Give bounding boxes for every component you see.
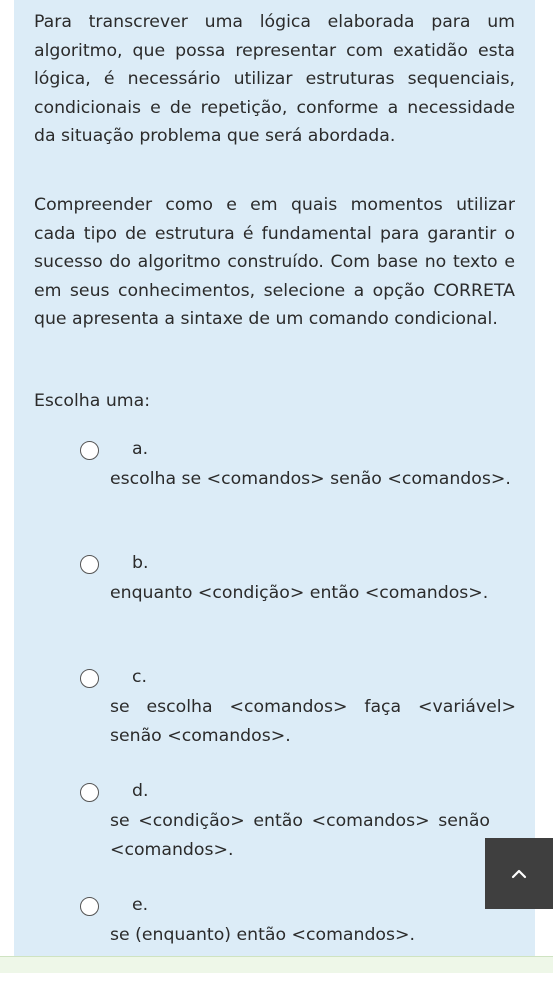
bottom-bar xyxy=(0,956,553,973)
radio-button-e[interactable] xyxy=(80,897,99,916)
option-letter-c: c. xyxy=(132,667,147,687)
option-text-d: se <condição> então <comandos> senão <comandos>. xyxy=(110,811,490,860)
option-d[interactable] xyxy=(80,783,516,873)
option-text-e: se (enquanto) então <comandos>. xyxy=(110,925,415,945)
option-text-a: escolha se <comandos> senão <comandos>. xyxy=(110,469,511,489)
question-paragraph-2: Compreender como e em quais momentos utilizar cada tipo de estrutura é fundamental para garantir o sucesso do algoritmo construído. Com base no texto e em seus conhecimentos, selecione a opção CORRETA que apresenta a sintaxe de um comando condicional. xyxy=(34,195,515,330)
option-c[interactable] xyxy=(80,669,516,759)
option-letter-e: e. xyxy=(132,895,149,915)
question-paragraph-1: Para transcrever uma lógica elaborada para um algoritmo, que possa representar com exatidão esta lógica, é necessário utilizar estruturas sequenciais, condicionais e de repetição, conforme a necessidade da situação problema que será abordada. xyxy=(34,12,515,147)
radio-button-d[interactable] xyxy=(80,783,99,802)
radio-button-a[interactable] xyxy=(80,441,99,460)
option-letter-d: d. xyxy=(132,781,149,801)
scroll-to-top-button[interactable] xyxy=(485,838,553,909)
option-a[interactable] xyxy=(80,441,516,531)
option-letter-a: a. xyxy=(132,439,149,459)
radio-button-b[interactable] xyxy=(80,555,99,574)
option-b[interactable] xyxy=(80,555,516,645)
option-text-c: se escolha <comandos> faça <variável> senão <comandos>. xyxy=(110,697,516,746)
option-e[interactable] xyxy=(80,897,516,987)
choose-prompt: Escolha uma: xyxy=(34,391,151,411)
option-letter-b: b. xyxy=(132,553,149,573)
option-text-b: enquanto <condição> então <comandos>. xyxy=(110,583,489,603)
chevron-up-icon xyxy=(511,869,527,879)
radio-button-c[interactable] xyxy=(80,669,99,688)
